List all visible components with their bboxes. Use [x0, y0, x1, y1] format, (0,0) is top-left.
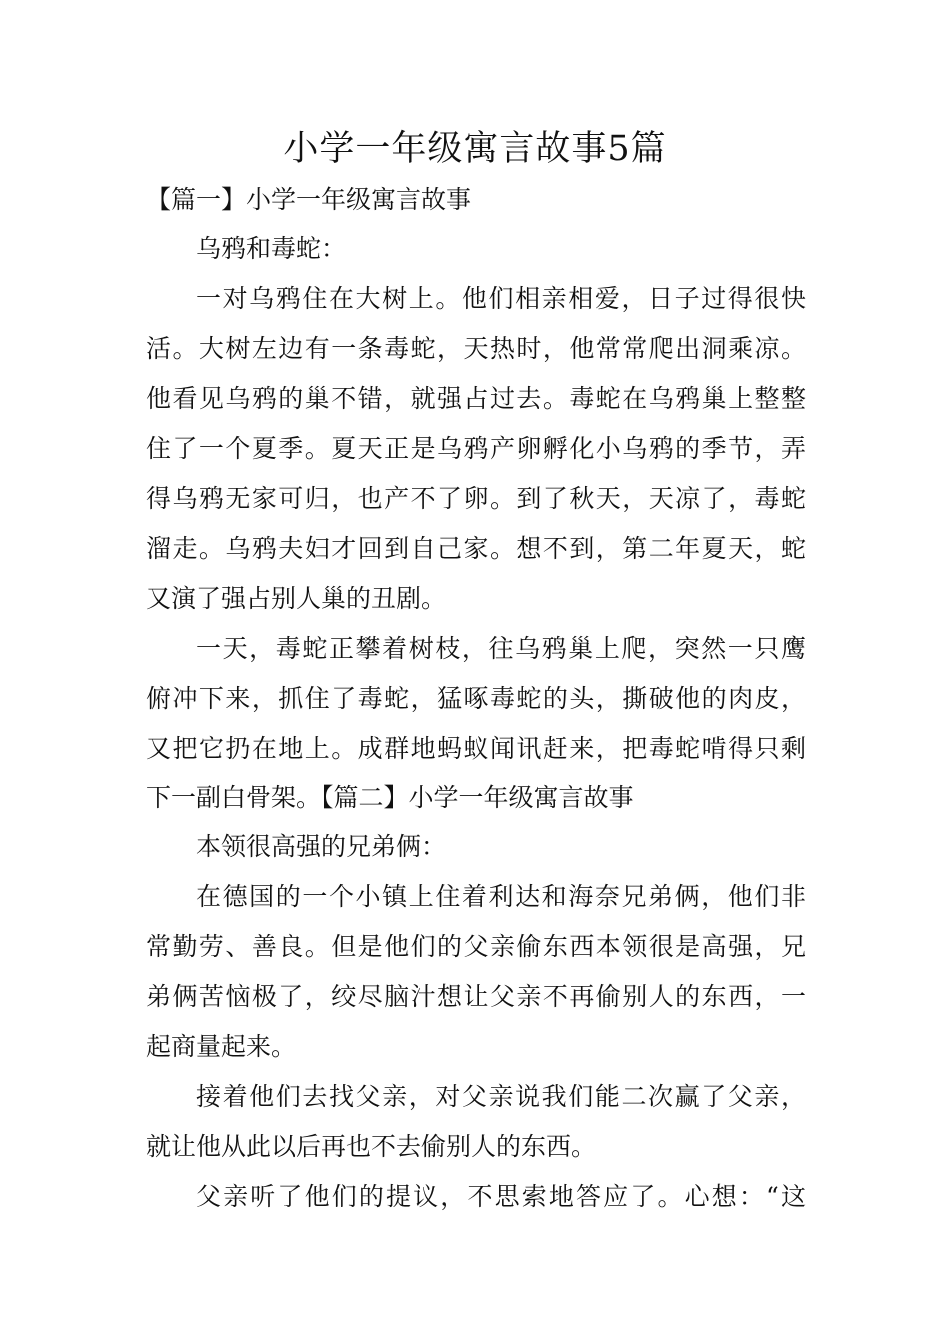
paragraph-line: 起商量起来。	[146, 1032, 297, 1061]
story-title: 本领很高强的兄弟俩：	[196, 832, 447, 861]
paragraph-line: 接着他们去找父亲，对父亲说我们能二次赢了父亲，	[196, 1082, 806, 1111]
paragraph-line: 溜走。乌鸦夫妇才回到自己家。想不到，第二年夏天，蛇	[146, 534, 806, 563]
section-heading: 【篇一】小学一年级寓言故事	[146, 185, 472, 214]
story-title: 乌鸦和毒蛇：	[196, 234, 347, 263]
paragraph-line: 住了一个夏季。夏天正是乌鸦产卵孵化小乌鸦的季节，弄	[146, 434, 806, 463]
document-title: 小学一年级寓言故事5篇	[283, 129, 667, 169]
paragraph-line: 他看见乌鸦的巢不错，就强占过去。毒蛇在乌鸦巢上整整	[146, 384, 806, 413]
paragraph-line: 又演了强占别人巢的丑剧。	[146, 584, 447, 613]
paragraph-line: 活。大树左边有一条毒蛇，天热时，他常常爬出洞乘凉。	[146, 334, 806, 363]
paragraph-line: 下一副白骨架。【篇二】小学一年级寓言故事	[146, 783, 634, 812]
paragraph-line: 常勤劳、善良。但是他们的父亲偷东西本领很是高强，兄	[146, 932, 806, 961]
paragraph-line: 又把它扔在地上。成群地蚂蚁闻讯赶来，把毒蛇啃得只剩	[146, 734, 806, 763]
paragraph-line: 俯冲下来，抓住了毒蛇，猛啄毒蛇的头，撕破他的肉皮，	[146, 684, 806, 713]
paragraph-line: 得乌鸦无家可归，也产不了卵。到了秋天，天凉了，毒蛇	[146, 484, 806, 513]
paragraph-line: 就让他从此以后再也不去偷别人的东西。	[146, 1132, 597, 1161]
paragraph-line: 在德国的一个小镇上住着利达和海奈兄弟俩，他们非	[196, 882, 806, 911]
paragraph-line: 一对乌鸦住在大树上。他们相亲相爱，日子过得很快	[196, 284, 806, 313]
paragraph-line: 一天，毒蛇正攀着树枝，往乌鸦巢上爬，突然一只鹰	[196, 634, 806, 663]
paragraph-line: 父亲听了他们的提议，不思索地答应了。心想：“这	[196, 1182, 806, 1211]
paragraph-line: 弟俩苦恼极了，绞尽脑汁想让父亲不再偷别人的东西，一	[146, 982, 806, 1011]
